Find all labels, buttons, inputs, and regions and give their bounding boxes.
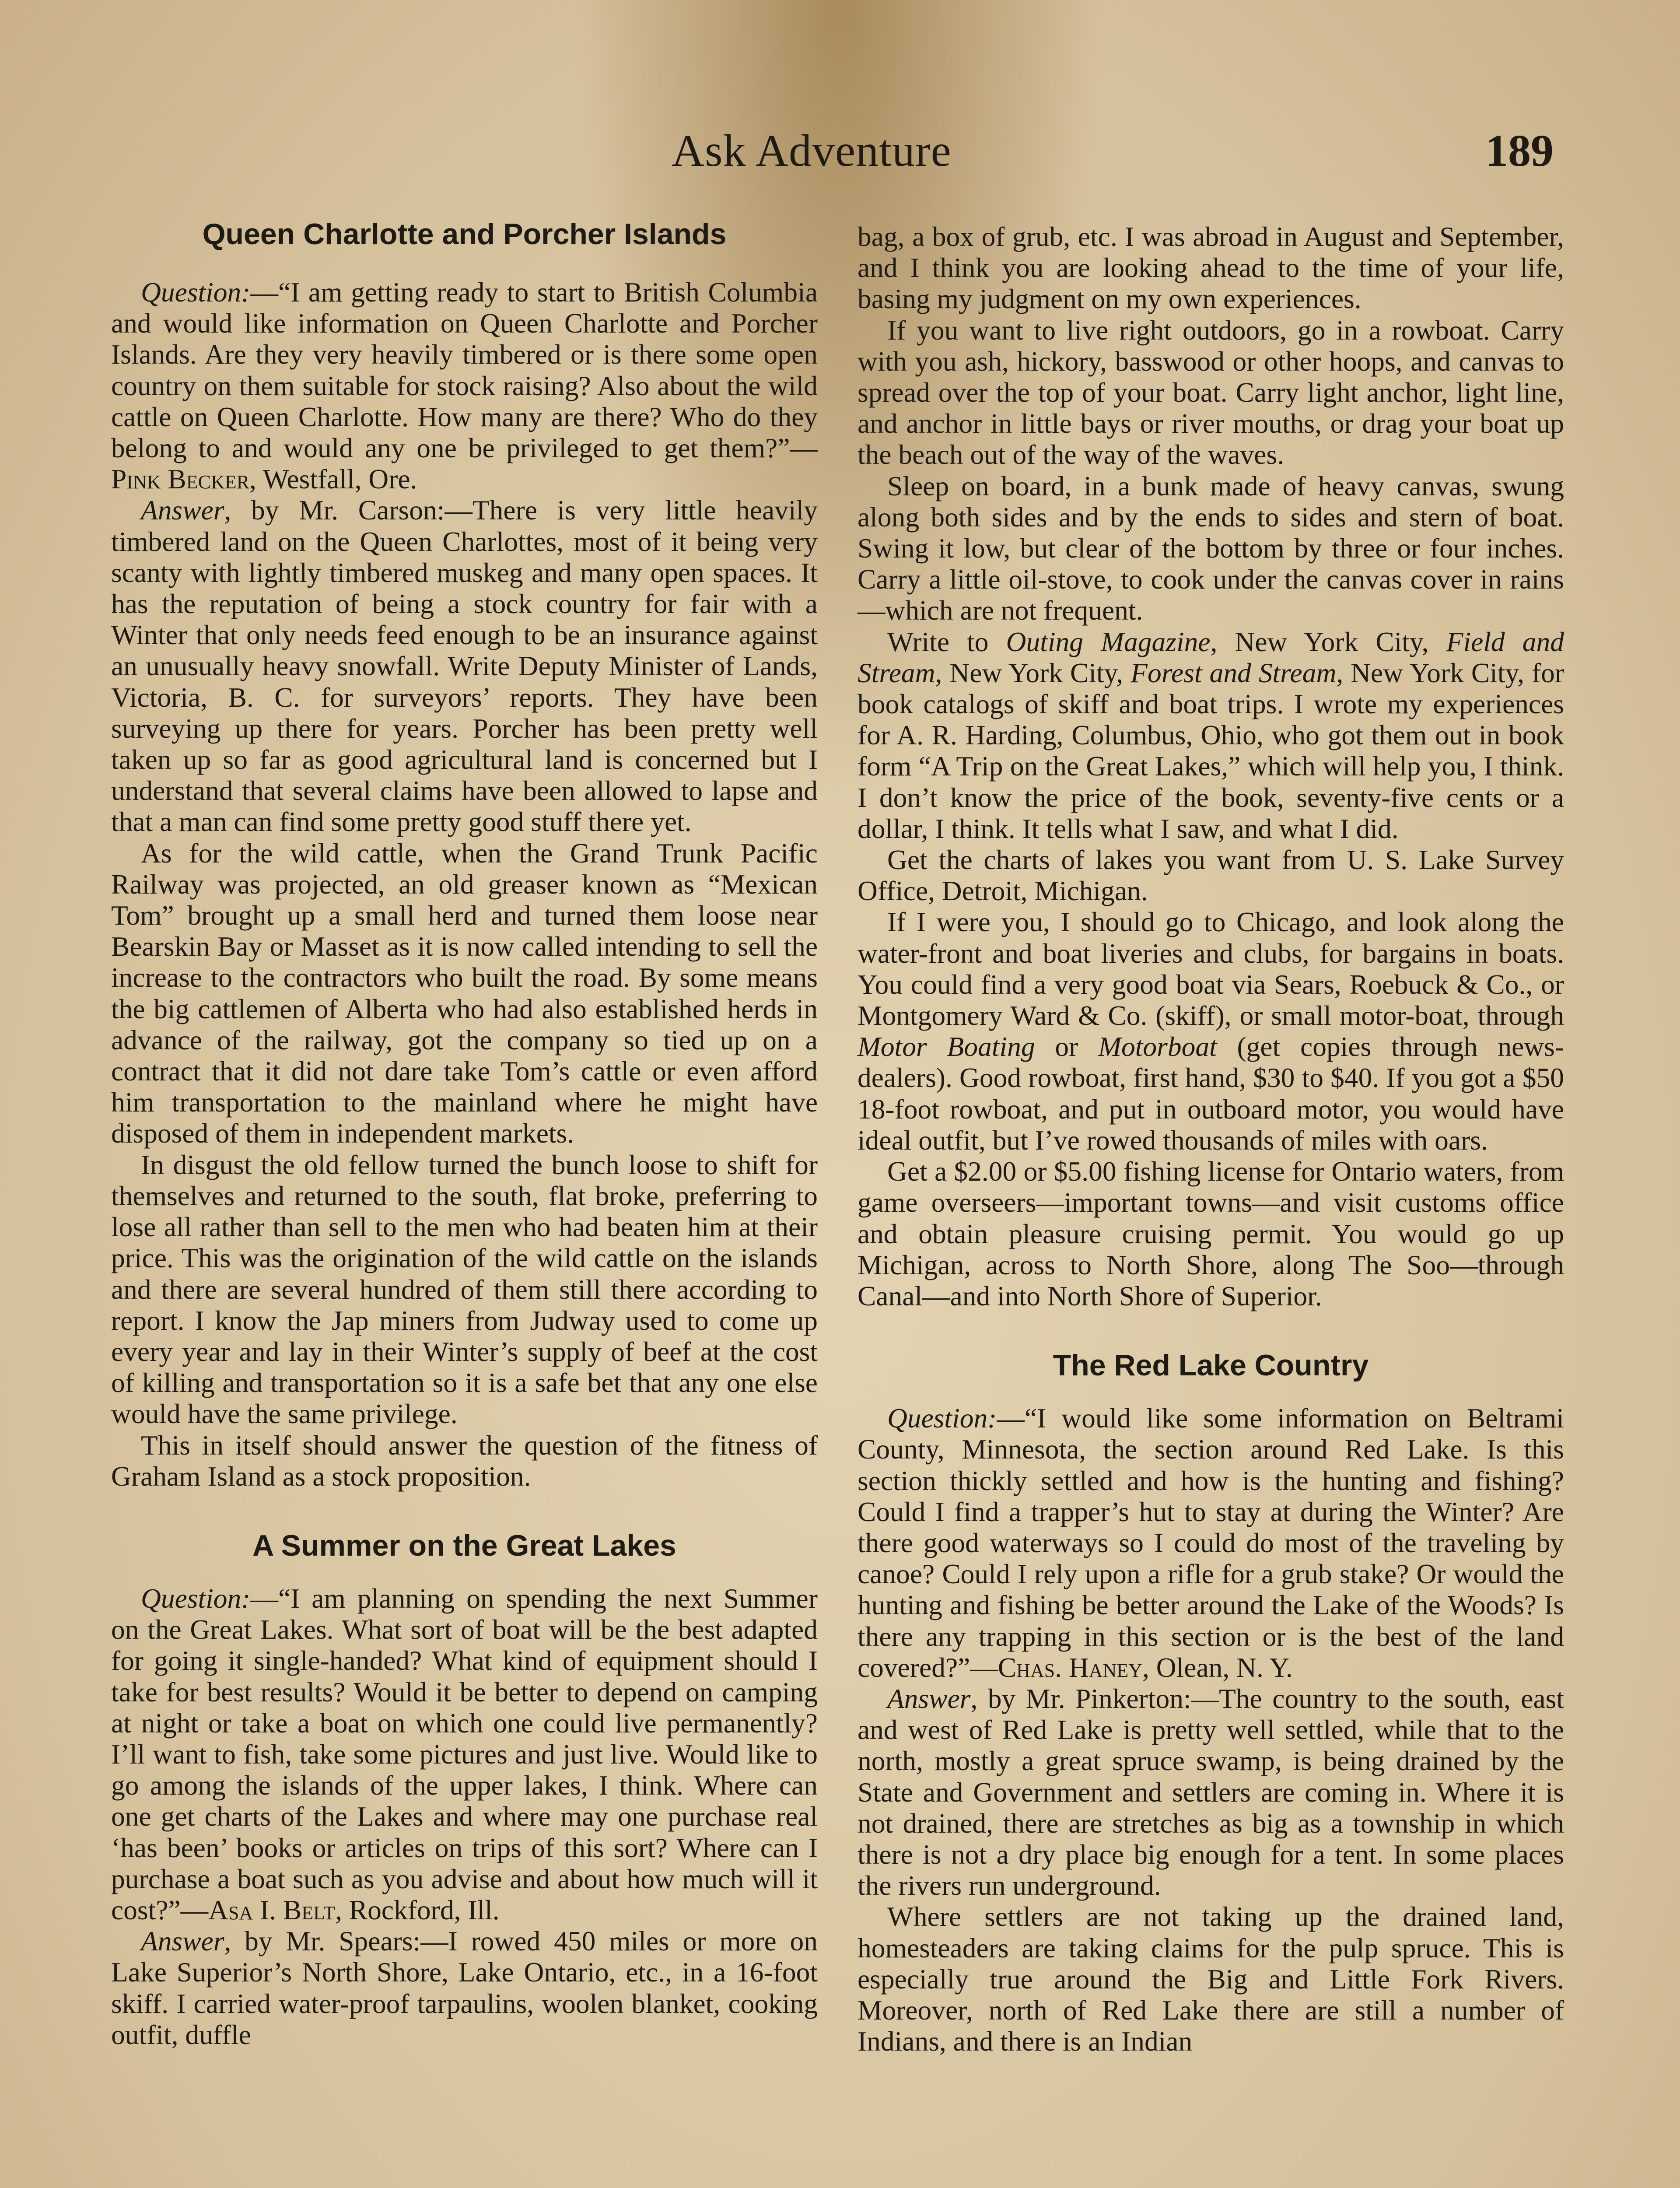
answer-label: Answer xyxy=(141,1925,224,1957)
left-column xyxy=(111,214,818,2050)
question-signature: Asa I. Belt xyxy=(208,1894,335,1925)
question-paragraph xyxy=(111,1583,818,1925)
section-title-red-lake: The Red Lake Country xyxy=(1053,1349,1369,1382)
text-run: or xyxy=(1035,1031,1099,1062)
body-paragraph: If you want to live right outdoors, go in a rowboat. Carry with you ash, hickory, basswood or other hoops, and canvas to spread over the top of your boat. Carry light anchor, light line, and anchor in little bays or river mouths, or drag your boat up the beach out of the way of the waves. xyxy=(858,314,1564,470)
right-column xyxy=(858,221,1564,2057)
page-number: 189 xyxy=(1485,126,1554,176)
question-paragraph xyxy=(858,1403,1564,1683)
question-location: , Olean, N. Y. xyxy=(1142,1652,1293,1683)
answer-paragraph xyxy=(111,1925,818,2050)
question-signature: Chas. Haney xyxy=(998,1652,1143,1683)
question-signature: Pink Becker xyxy=(111,463,249,495)
question-label: Question: xyxy=(141,1582,251,1614)
question-label: Question: xyxy=(141,277,251,308)
answer-text: , by Mr. Pinkerton:—The country to the south, east and west of Red Lake is pretty well settled, while that to the north, mostly a great spruce swamp, is being drained by the State and Government and settlers are coming in. Where it is not drained, there are stretches as big as a township in which there is not a dry place big enough for a tent. In some places the rivers run underground. xyxy=(858,1683,1564,1901)
text-run: If I were you, I should go to Chicago, and look along the water-front and boat liveries and clubs, for bargains in boats. You could find a very good boat via Sears, Roebuck & Co., or Montgomery Ward & Co. (skiff), or small motor-boat, through xyxy=(858,906,1564,1031)
answer-paragraph xyxy=(858,1683,1564,1901)
running-title: Ask Adventure xyxy=(672,126,952,176)
section-title-queen-charlotte: Queen Charlotte and Porcher Islands xyxy=(202,217,727,251)
text-run: (get copies through news-dealers). Good rowboat, first hand, $30 to $40. If you got a $50 18-foot rowboat, and put in outboard motor, you would have ideal outfit, but I’ve rowed thousands of miles with oars. xyxy=(858,1031,1564,1156)
question-text: —“I would like some information on Beltrami County, Minnesota, the section around Red Lake. Is this section thickly settled and how is the hunting and fishing? Could I find a trapper’s hut to stay at during the Winter? Are there good waterways so I could do most of the traveling by canoe? Could I rely upon a rifle for a grub stake? Or would the hunting and fishing be better around the Lake of the Woods? Is there any trapping in this section or is the best of the land covered?”— xyxy=(858,1403,1564,1683)
body-paragraph: This in itself should answer the question of the fitness of Graham Island as a stock proposition. xyxy=(111,1429,818,1492)
body-paragraph xyxy=(858,906,1564,1156)
magazine-title: Forest and Stream xyxy=(1130,657,1337,688)
text-run: , New York City, xyxy=(1210,626,1446,657)
body-paragraph: As for the wild cattle, when the Grand Trunk Pacific Railway was projected, an old greaser known as “Mexican Tom” brought up a small herd and turned them loose near Bearskin Bay or Masset as it is now called intending to sell the increase to the contractors who built the road. By some means the big cattlemen of Alberta who had also established herds in advance of the railway, got the company so tied up on a contract that it did not dare take Tom’s cattle or even afford him transportation to the mainland where he might have disposed of them in independent markets. xyxy=(111,837,818,1149)
answer-label: Answer xyxy=(887,1683,971,1714)
text-run: , New York City, for book catalogs of skiff and boat trips. I wrote my experiences for A. R. Harding, Columbus, Ohio, who got them out in book form “A Trip on the Great Lakes,” which will help you, I think. I don’t know the price of the book, seventy-five cents or a dollar, I think. It tells what I saw, and what I did. xyxy=(858,657,1564,844)
magazine-title: Motor Boating xyxy=(858,1031,1035,1062)
text-run: , New York City, xyxy=(935,657,1131,688)
body-paragraph xyxy=(858,626,1564,844)
section-title-great-lakes: A Summer on the Great Lakes xyxy=(252,1529,676,1562)
body-paragraph: Sleep on board, in a bunk made of heavy canvas, swung along both sides and by the ends to sides and stern of boat. Swing it low, but clear of the bottom by three or four inches. Carry a little oil-stove, to cook under the canvas cover in rains—which are not frequent. xyxy=(858,470,1564,626)
question-text: —“I am planning on spending the next Summer on the Great Lakes. What sort of boat will be the best adapted for going it single-handed? What kind of equipment should I take for best results? Would it be better to depend on camping at night or take a boat on which one could live permanently? I’ll want to fish, take some pictures and just live. Would like to go among the islands of the upper lakes, I think. Where can one get charts of the Lakes and where may one purchase real ‘has been’ books or articles on trips of this sort? Where can I purchase a boat such as you advise and about how much will it cost?”— xyxy=(111,1582,818,1925)
answer-paragraph xyxy=(111,494,818,837)
body-paragraph: In disgust the old fellow turned the bunch loose to shift for themselves and returned to the south, flat broke, preferring to lose all rather than sell to the men who had beaten him at their price. This was the origination of the wild cattle on the islands and there are several hundred of them still there according to report. I know the Jap miners from Judway used to come up every year and lay in their Winter’s supply of beef at the cost of killing and transportation so it is a safe bet that any one else would have the same privilege. xyxy=(111,1149,818,1430)
question-text: —“I am getting ready to start to British Columbia and would like information on Queen Charlotte and Porcher Islands. Are they very heavily timbered or is there some open country on them suitable for stock raising? Also about the wild cattle on Queen Charlotte. How many are there? Who do they belong to and would any one be privileged to get them?”— xyxy=(111,277,818,464)
magazine-title: Field and Stream xyxy=(858,626,1564,688)
magazine-title: Outing Magazine xyxy=(1006,626,1211,657)
page-header xyxy=(0,125,1680,182)
question-paragraph xyxy=(111,277,818,494)
body-paragraph-continued: bag, a box of grub, etc. I was abroad in August and September, and I think you are looking ahead to the time of your life, basing my judgment on my own experiences. xyxy=(858,221,1564,315)
body-paragraph: Where settlers are not taking up the drained land, homesteaders are taking claims for the pulp spruce. This is especially true around the Big and Little Fork Rivers. Moreover, north of Red Lake there are still a number of Indians, and there is an Indian xyxy=(858,1901,1564,2057)
answer-label: Answer xyxy=(141,494,224,526)
text-run: Write to xyxy=(887,626,1006,657)
question-location: , Rockford, Ill. xyxy=(335,1894,500,1925)
answer-text: , by Mr. Spears:—I rowed 450 miles or more on Lake Superior’s North Shore, Lake Ontario, etc., in a 16-foot skiff. I carried water-proof tarpaulins, woolen blanket, cooking outfit, duffle xyxy=(111,1925,818,2050)
body-paragraph: Get the charts of lakes you want from U. S. Lake Survey Office, Detroit, Michigan. xyxy=(858,844,1564,907)
question-label: Question: xyxy=(887,1403,997,1434)
magazine-title: Motorboat xyxy=(1098,1031,1217,1062)
answer-text: , by Mr. Carson:—There is very little heavily timbered land on the Queen Charlottes, most of it being very scanty with lightly timbered muskeg and many open spaces. It has the reputation of being a stock country for fair with a Winter that only needs feed enough to be an insurance against an unusually heavy snowfall. Write Deputy Minister of Lands, Victoria, B. C. for surveyors’ reports. They have been surveying up there for years. Porcher has been pretty well taken up so far as good agricultural land is concerned but I understand that several claims have been allowed to lapse and that a man can find some pretty good stuff there yet. xyxy=(111,494,818,838)
body-paragraph: Get a $2.00 or $5.00 fishing license for Ontario waters, from game overseers—important towns—and visit customs office and obtain pleasure cruising permit. You would go up Michigan, across to North Shore, along The Soo—through Canal—and into North Shore of Superior. xyxy=(858,1156,1564,1311)
question-location: , Westfall, Ore. xyxy=(249,463,417,495)
